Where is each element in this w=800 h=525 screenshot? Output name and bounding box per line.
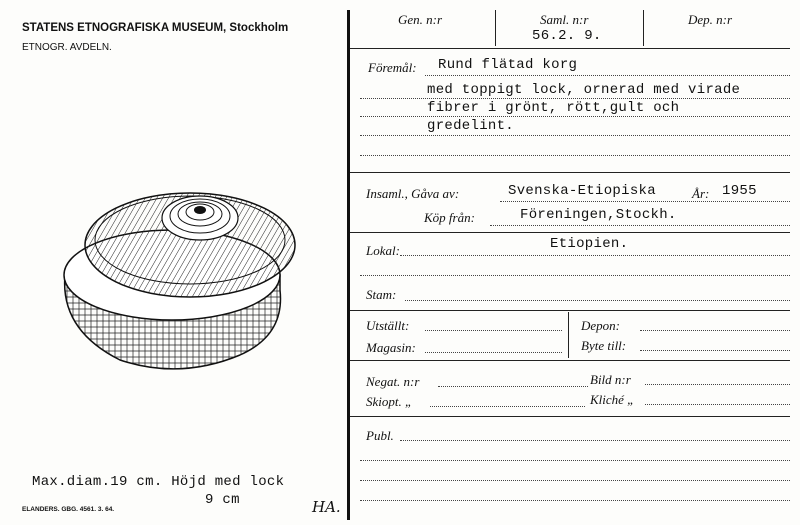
department-label: ETNOGR. AVDELN. xyxy=(22,42,112,53)
depon-rule xyxy=(640,330,790,331)
museum-name: STATENS ETNOGRAFISKA MUSEUM, Stockholm xyxy=(22,22,289,34)
lokal-label: Lokal: xyxy=(366,243,400,258)
kliche-label: Kliché „ xyxy=(590,392,635,407)
byte-label: Byte till: xyxy=(581,338,627,353)
insaml-rule xyxy=(500,201,790,202)
gen-label: Gen. n:r xyxy=(398,12,443,27)
storage-divider xyxy=(568,312,569,358)
lokal-rule-2 xyxy=(360,275,790,276)
depon-label: Depon: xyxy=(581,318,620,333)
foremal-end-rule xyxy=(350,172,790,173)
foremal-line-1: Rund flätad korg xyxy=(438,57,578,73)
negat-label: Negat. n:r xyxy=(366,374,420,389)
utstallt-label: Utställt: xyxy=(366,318,410,333)
kop-label: Köp från: xyxy=(424,210,475,225)
bild-rule xyxy=(645,384,790,385)
publ-rule-1 xyxy=(400,440,790,441)
foremal-rule-2 xyxy=(360,98,790,99)
measurement-line-2: 9 cm xyxy=(205,492,240,508)
year-value: 1955 xyxy=(722,183,757,199)
saml-label: Saml. n:r xyxy=(540,12,589,27)
lokal-rule-1 xyxy=(400,255,790,256)
utstallt-rule xyxy=(425,330,562,331)
header-divider-2 xyxy=(643,10,644,46)
magasin-rule xyxy=(425,352,562,353)
kop-rule xyxy=(490,225,790,226)
publ-rule-2 xyxy=(360,460,790,461)
header-divider-1 xyxy=(495,10,496,46)
insaml-label: Insaml., Gåva av: xyxy=(366,186,460,201)
year-label: År: xyxy=(692,186,710,201)
basket-illustration xyxy=(40,180,330,380)
dep-label: Dep. n:r xyxy=(688,12,733,27)
bild-label: Bild n:r xyxy=(590,372,631,387)
insaml-value: Svenska-Etiopiska xyxy=(508,183,656,199)
kliche-rule xyxy=(645,404,790,405)
printer-mark: ELANDERS. GBG. 4561. 3. 64. xyxy=(22,506,115,513)
kop-value: Föreningen,Stockh. xyxy=(520,207,677,223)
lokal-value: Etiopien. xyxy=(550,236,629,252)
stam-label: Stam: xyxy=(366,287,397,302)
saml-value: 56.2. 9. xyxy=(532,28,602,44)
publ-rule-4 xyxy=(360,500,790,501)
card-divider xyxy=(347,10,350,520)
byte-rule xyxy=(640,350,790,351)
foremal-rule-3 xyxy=(360,116,790,117)
skiopt-rule xyxy=(430,406,585,407)
negat-rule xyxy=(438,386,588,387)
foremal-line-2: med toppigt lock, ornerad med virade xyxy=(427,82,741,98)
foremal-rule-5 xyxy=(360,155,790,156)
foremal-line-4: gredelint. xyxy=(427,118,515,134)
storage-end-rule xyxy=(350,360,790,361)
handwritten-initials: HA. xyxy=(312,498,341,516)
stam-end-rule xyxy=(350,310,790,311)
stam-rule xyxy=(405,300,790,301)
measurement-line-1: Max.diam.19 cm. Höjd med lock xyxy=(32,474,285,490)
foremal-rule-1 xyxy=(425,75,790,76)
publ-rule-3 xyxy=(360,480,790,481)
header-rule xyxy=(350,48,790,49)
negat-end-rule xyxy=(350,416,790,417)
magasin-label: Magasin: xyxy=(366,340,416,355)
foremal-rule-4 xyxy=(360,135,790,136)
foremal-line-3: fibrer i grönt, rött,gult och xyxy=(427,100,680,116)
insaml-end-rule xyxy=(350,232,790,233)
skiopt-label: Skiopt. „ xyxy=(366,394,413,409)
publ-label: Publ. xyxy=(366,428,394,443)
foremal-label: Föremål: xyxy=(368,60,417,75)
